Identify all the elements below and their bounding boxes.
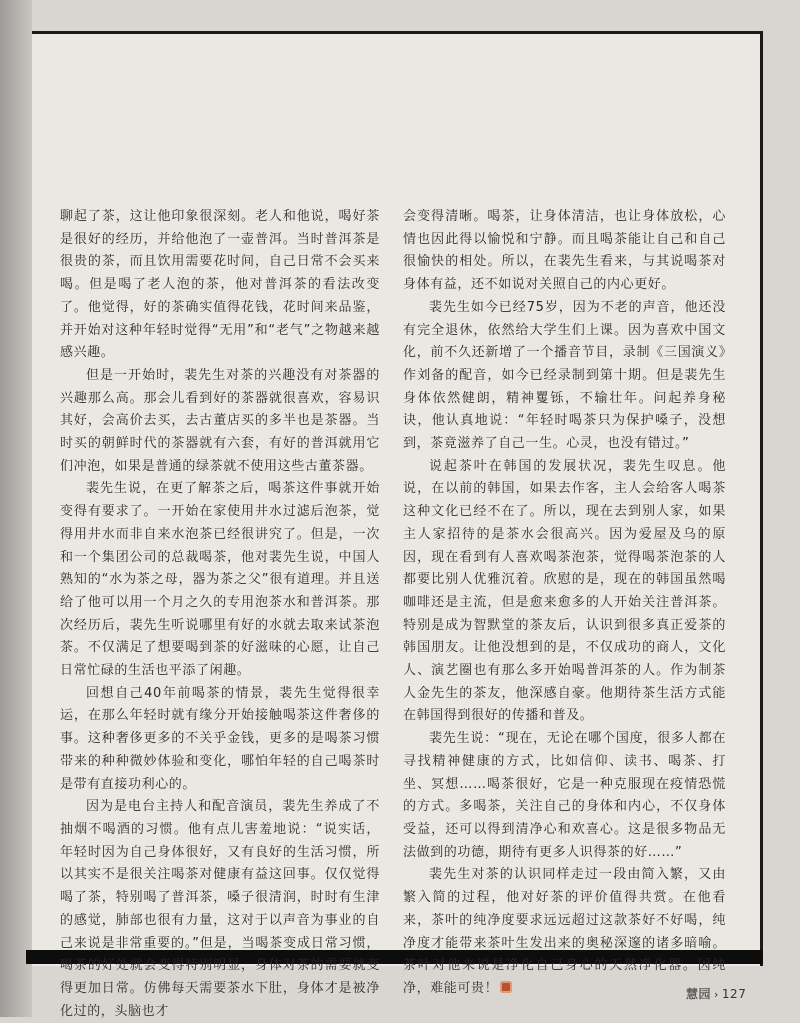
end-mark-seal-icon (500, 981, 512, 993)
article-column-right (403, 206, 726, 1001)
chevron-right-icon: › (714, 988, 719, 1001)
paragraph: 因为是电台主持人和配音演员，裴先生养成了不抽烟不喝酒的习惯。他有点儿害羞地说：“说实话，年轻时因为自己身体很好，又有良好的生活习惯，所以其实不是很关注喝茶对健康有益这回事。仅仅觉得喝了茶，特别喝了普洱茶，嗓子很清润，时时有生津的感觉，肺部也很有力量，这对于以声音为事业的自己来说是非常重要的。”但是，当喝茶变成日常习惯，喝茶的好处就会变得特别明显，身体对茶的需要就变得更加日常。仿佛每天需要茶水下肚，身体才是被净化过的，头脑也才 (60, 799, 380, 1019)
paragraph: 回想自己40年前喝茶的情景，裴先生觉得很幸运，在那么年轻时就有缘分开始接触喝茶这件奢侈的事。这种奢侈更多的不关乎金钱，更多的是喝茶习惯带来的种种微妙体验和变化，哪怕年轻的自己喝茶时是带有直接功利心的。 (60, 685, 380, 792)
magazine-brand: 慧园 (686, 987, 712, 1001)
page-gutter-shadow (0, 0, 32, 1017)
paragraph: 裴先生说：“现在，无论在哪个国度，很多人都在寻找精神健康的方式，比如信仰、读书、喝茶、打坐、冥想……喝茶很好，它是一种克服现在疫情恐慌的方式。多喝茶，关注自己的身体和内心，不仅身体受益，还可以得到清净心和欢喜心。这是很多物品无法做到的功德，期待有更多人识得茶的好……” (403, 731, 726, 860)
paragraph-final (403, 864, 726, 1000)
page-footer (686, 985, 746, 1002)
paragraph: 裴先生说，在更了解茶之后，喝茶这件事就开始变得有要求了。一开始在家使用井水过滤后泡茶，觉得用井水而非自来水泡茶已经很讲究了。但是，一次和一个集团公司的总裁喝茶，他对裴先生说，中国人熟知的“水为茶之母，器为茶之父”很有道理。并且送给了他可以用一个月之久的专用泡茶水和普洱茶。那次经历后，裴先生听说哪里有好的水就去取来试茶泡茶。不仅满足了想要喝到茶的好滋味的心愿，让自己日常忙碌的生活也平添了闲趣。 (60, 481, 380, 679)
paragraph: 会变得清晰。喝茶，让身体清洁，也让身体放松，心情也因此得以愉悦和宁静。而且喝茶能让自己和自己很愉快的相处。所以，在裴先生看来，与其说喝茶对身体有益，还不如说对关照自己的内心更好。 (403, 209, 726, 293)
paragraph: 聊起了茶，这让他印象很深刻。老人和他说，喝好茶是很好的经历，并给他泡了一壶普洱。当时普洱茶是很贵的茶，而且饮用需要花时间，自己日常不会买来喝。但是喝了老人泡的茶，他对普洱茶的看法改变了。他觉得，好的茶确实值得花钱，花时间来品鉴，并开始对这种年轻时觉得“无用”和“老气”之物越来越感兴趣。 (60, 209, 380, 361)
article-column-left (60, 206, 380, 1023)
paragraph: 但是一开始时，裴先生对茶的兴趣没有对茶器的兴趣那么高。那会儿看到好的茶器就很喜欢，容易识其好，会高价去买，去古董店买的多半也是茶器。当时买的朝鲜时代的茶器就有六套，有好的普洱就用它们冲泡，如果是普通的绿茶就不使用这些古董茶器。 (60, 367, 380, 474)
page-number: 127 (721, 987, 747, 1001)
paragraph: 裴先生如今已经75岁，因为不老的声音，他还没有完全退休，依然给大学生们上课。因为喜欢中国文化，前不久还新增了一个播音节目，录制《三国演义》作刘备的配音，如今已经录制到第十期。但是裴先生身体依然健朗，精神矍铄，不输壮年。问起养身秘诀，他认真地说：“年轻时喝茶只为保护嗓子，没想到，茶竟滋养了自己一生。心灵，也没有错过。” (403, 299, 726, 452)
paragraph: 说起茶叶在韩国的发展状况，裴先生叹息。他说，在以前的韩国，如果去作客，主人会给客人喝茶这种文化已经不在了。所以，现在去到别人家，如果主人家招待的是茶水会很高兴。因为爱屋及乌的原因，现在看到有人喜欢喝茶泡茶，觉得喝茶泡茶的人都要比别人优雅沉着。欣慰的是，现在的韩国虽然喝咖啡还是主流，但是愈来愈多的人开始关注普洱茶。特别是成为智默堂的茶友后，认识到很多真正爱茶的韩国朋友。让他没想到的是，不仅成功的商人，文化人、演艺圈也有那么多开始喝普洱茶的人。作为制茶人金先生的茶友，他深感自豪。他期待茶生活方式能在韩国得到很好的传播和普及。 (403, 458, 726, 724)
paragraph-text: 裴先生对茶的认识同样走过一段由简入繁，又由繁入简的过程，他对好茶的评价值得共赏。在他看来，茶叶的纯净度要求远远超过这款茶好不好喝，纯净度才能带来茶叶生发出来的奥秘深邃的诸多暗喻。茶叶对他来说是净化自己身心的天然净化器。因纯净，难能可贵！ (403, 867, 726, 996)
